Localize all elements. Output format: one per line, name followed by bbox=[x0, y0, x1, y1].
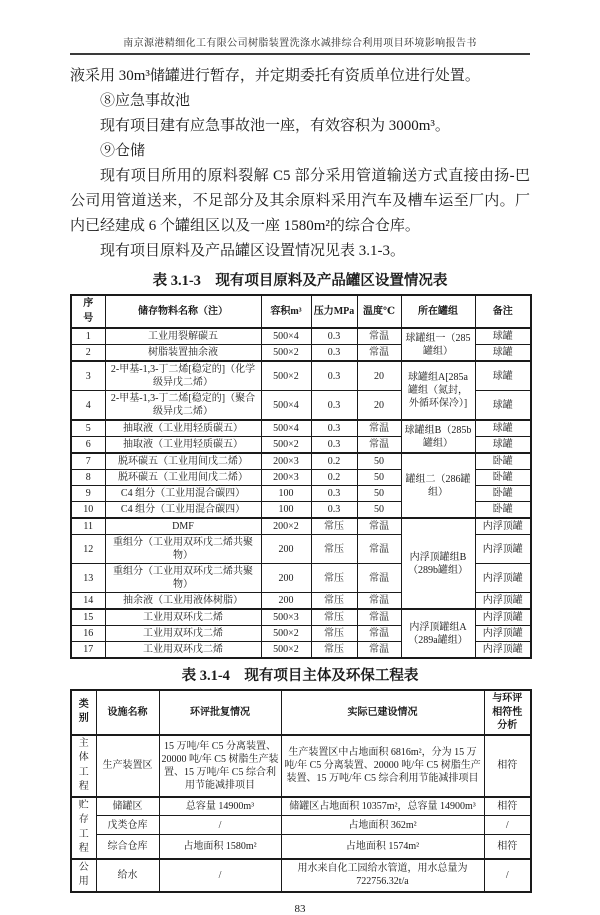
cell-volume: 500×3 bbox=[261, 609, 311, 626]
cell-material: 重组分（工业用双环戊二烯共聚物） bbox=[105, 564, 261, 593]
cell-approved: 15 万吨/年 C5 分离装置、20000 吨/年 C5 树脂生产装置、15 万吨/年 C5 综合利用节能减排项目 bbox=[159, 735, 281, 797]
cell-volume: 500×2 bbox=[261, 345, 311, 362]
cell-material: 2-甲基-1,3-丁二烯[稳定的]（化学级异戊二烯） bbox=[105, 361, 261, 391]
column-header-remark: 备注 bbox=[475, 295, 531, 328]
cell-remark: 内浮顶罐 bbox=[475, 642, 531, 659]
table-row bbox=[71, 797, 531, 816]
table-row bbox=[71, 835, 531, 859]
column-header-temperature: 温度℃ bbox=[357, 295, 401, 328]
cell-material: 抽取液（工业用轻质碳五） bbox=[105, 420, 261, 437]
heading-warehouse: ⑨仓储 bbox=[100, 143, 146, 159]
cell-pressure: 0.3 bbox=[311, 437, 357, 454]
cell-pressure: 0.3 bbox=[311, 361, 357, 391]
cell-pressure: 常压 bbox=[311, 609, 357, 626]
cell-volume: 200 bbox=[261, 564, 311, 593]
cell-analysis: / bbox=[484, 859, 531, 892]
project-works-table bbox=[70, 689, 532, 893]
column-header-label: 序号 bbox=[83, 298, 94, 324]
cell-temperature: 常温 bbox=[357, 518, 401, 535]
cell-facility: 给水 bbox=[96, 859, 159, 892]
cell-analysis: 相符 bbox=[484, 835, 531, 859]
cell-temperature: 50 bbox=[357, 486, 401, 502]
cell-temperature: 常温 bbox=[357, 593, 401, 610]
table-row bbox=[71, 328, 531, 345]
cell-pressure: 0.3 bbox=[311, 420, 357, 437]
cell-actual: 占地面积 362m² bbox=[281, 816, 484, 835]
cell-temperature: 50 bbox=[357, 453, 401, 470]
cell-pressure: 0.3 bbox=[311, 486, 357, 502]
cell-volume: 200×3 bbox=[261, 453, 311, 470]
cell-material: 工业用双环戊二烯 bbox=[105, 642, 261, 659]
cell-actual: 储罐区占地面积 10357m²，总容量 14900m³ bbox=[281, 797, 484, 816]
cell-analysis: 相符 bbox=[484, 797, 531, 816]
cell-facility: 戊类仓库 bbox=[96, 816, 159, 835]
tank-group-cell: 球罐组B（285b罐组） bbox=[401, 420, 475, 453]
cell-material: 工业用双环戊二烯 bbox=[105, 626, 261, 642]
category-cell bbox=[71, 859, 96, 892]
cell-remark: 球罐 bbox=[475, 328, 531, 345]
table-row bbox=[71, 859, 531, 892]
cell-remark: 球罐 bbox=[475, 391, 531, 421]
report-title: 南京源港精细化工有限公司树脂装置洗涤水减排综合利用项目环境影响报告书 bbox=[123, 38, 477, 49]
cell-temperature: 20 bbox=[357, 391, 401, 421]
cell-material: 2-甲基-1,3-丁二烯[稳定的]（聚合级异戊二烯） bbox=[105, 391, 261, 421]
cell-pressure: 常压 bbox=[311, 593, 357, 610]
category-label: 贮存工程 bbox=[78, 799, 89, 854]
cell-volume: 200×2 bbox=[261, 518, 311, 535]
cell-serial: 5 bbox=[71, 420, 105, 437]
heading-emergency-pond: ⑧应急事故池 bbox=[100, 93, 191, 109]
document-page bbox=[70, 0, 530, 915]
cell-pressure: 0.2 bbox=[311, 470, 357, 486]
cell-analysis: 相符 bbox=[484, 735, 531, 797]
cell-serial: 13 bbox=[71, 564, 105, 593]
cell-temperature: 常温 bbox=[357, 642, 401, 659]
column-header-pressure: 压力MPa bbox=[311, 295, 357, 328]
column-header-facility: 设施名称 bbox=[96, 690, 159, 735]
cell-volume: 500×4 bbox=[261, 420, 311, 437]
cell-serial: 4 bbox=[71, 391, 105, 421]
cell-temperature: 常温 bbox=[357, 328, 401, 345]
tank-group-cell: 内浮顶罐组B（289b罐组） bbox=[401, 518, 475, 609]
cell-serial: 16 bbox=[71, 626, 105, 642]
cell-temperature: 常温 bbox=[357, 420, 401, 437]
paragraph-emergency-pond: 现有项目建有应急事故池一座，有效容积为 3000m³。 bbox=[100, 118, 450, 134]
category-cell bbox=[71, 797, 96, 859]
category-label: 公用 bbox=[78, 861, 89, 887]
cell-remark: 内浮顶罐 bbox=[475, 518, 531, 535]
paragraph-table-ref: 现有项目原料及产品罐区设置情况见表 3.1-3。 bbox=[100, 243, 405, 259]
cell-approved: / bbox=[159, 859, 281, 892]
cell-temperature: 常温 bbox=[357, 564, 401, 593]
cell-pressure: 0.3 bbox=[311, 502, 357, 519]
cell-temperature: 50 bbox=[357, 502, 401, 519]
cell-remark: 内浮顶罐 bbox=[475, 609, 531, 626]
cell-serial: 1 bbox=[71, 328, 105, 345]
tank-area-table bbox=[70, 294, 532, 659]
table-header-row bbox=[71, 690, 531, 735]
cell-material: 树脂装置抽余液 bbox=[105, 345, 261, 362]
table-row bbox=[71, 453, 531, 470]
cell-serial: 15 bbox=[71, 609, 105, 626]
cell-volume: 500×4 bbox=[261, 391, 311, 421]
cell-remark: 球罐 bbox=[475, 437, 531, 454]
cell-material: 抽余液（工业用液体树脂） bbox=[105, 593, 261, 610]
cell-material: 抽取液（工业用轻质碳五） bbox=[105, 437, 261, 454]
column-header-label: 与环评相符性分析 bbox=[492, 693, 523, 731]
cell-pressure: 0.3 bbox=[311, 391, 357, 421]
cell-temperature: 20 bbox=[357, 361, 401, 391]
cell-remark: 卧罐 bbox=[475, 453, 531, 470]
cell-remark: 球罐 bbox=[475, 420, 531, 437]
paragraph-storage-tank: 液采用 30m³储罐进行暂存，并定期委托有资质单位进行处置。 bbox=[70, 68, 480, 84]
tank-group-cell: 罐组二（286罐组） bbox=[401, 453, 475, 518]
cell-pressure: 0.3 bbox=[311, 345, 357, 362]
cell-pressure: 0.3 bbox=[311, 328, 357, 345]
cell-approved: / bbox=[159, 816, 281, 835]
cell-temperature: 常温 bbox=[357, 437, 401, 454]
table-row bbox=[71, 816, 531, 835]
table-row bbox=[71, 420, 531, 437]
cell-serial: 8 bbox=[71, 470, 105, 486]
cell-facility: 生产装置区 bbox=[96, 735, 159, 797]
cell-material: 脱环碳五（工业用间戊二烯） bbox=[105, 470, 261, 486]
cell-serial: 11 bbox=[71, 518, 105, 535]
cell-actual: 生产装置区中占地面积 6816m²，分为 15 万吨/年 C5 分离装置、20000 吨/年 C5 树脂生产装置、15 万吨/年 C5 综合利用节能减排项目 bbox=[281, 735, 484, 797]
cell-actual: 占地面积 1574m² bbox=[281, 835, 484, 859]
cell-volume: 500×2 bbox=[261, 642, 311, 659]
column-header-label: 类别 bbox=[78, 698, 89, 725]
cell-remark: 内浮顶罐 bbox=[475, 593, 531, 610]
table-row bbox=[71, 735, 531, 797]
cell-pressure: 常压 bbox=[311, 642, 357, 659]
cell-volume: 500×2 bbox=[261, 437, 311, 454]
cell-remark: 卧罐 bbox=[475, 470, 531, 486]
cell-volume: 500×4 bbox=[261, 328, 311, 345]
cell-pressure: 0.2 bbox=[311, 453, 357, 470]
cell-serial: 14 bbox=[71, 593, 105, 610]
column-header-tank-group: 所在罐组 bbox=[401, 295, 475, 328]
cell-material: 重组分（工业用双环戊二烯共聚物） bbox=[105, 535, 261, 564]
cell-volume: 100 bbox=[261, 502, 311, 519]
cell-remark: 内浮顶罐 bbox=[475, 535, 531, 564]
cell-material: DMF bbox=[105, 518, 261, 535]
cell-material: C4 组分（工业用混合碳四） bbox=[105, 502, 261, 519]
page-header bbox=[70, 34, 530, 55]
column-header-serial bbox=[71, 295, 105, 328]
tank-group-cell: 球罐组一（285罐组） bbox=[401, 328, 475, 361]
tank-group-cell: 球罐组A[285a罐组（氮封，外循环保冷）] bbox=[401, 361, 475, 420]
cell-serial: 3 bbox=[71, 361, 105, 391]
column-header-actual: 实际已建设情况 bbox=[281, 690, 484, 735]
cell-remark: 球罐 bbox=[475, 361, 531, 391]
cell-serial: 12 bbox=[71, 535, 105, 564]
cell-material: 工业用双环戊二烯 bbox=[105, 609, 261, 626]
cell-serial: 10 bbox=[71, 502, 105, 519]
cell-pressure: 常压 bbox=[311, 518, 357, 535]
cell-volume: 500×2 bbox=[261, 361, 311, 391]
cell-approved: 占地面积 1580m² bbox=[159, 835, 281, 859]
column-header-volume: 容积m³ bbox=[261, 295, 311, 328]
table-3-1-3-title: 表 3.1-3 现有项目原料及产品罐区设置情况表 bbox=[152, 273, 448, 289]
table-3-1-4-title: 表 3.1-4 现有项目主体及环保工程表 bbox=[181, 668, 419, 684]
cell-material: C4 组分（工业用混合碳四） bbox=[105, 486, 261, 502]
cell-temperature: 常温 bbox=[357, 626, 401, 642]
column-header-approved: 环评批复情况 bbox=[159, 690, 281, 735]
body-text bbox=[70, 64, 530, 264]
table-row bbox=[71, 361, 531, 391]
cell-volume: 200×3 bbox=[261, 470, 311, 486]
cell-serial: 6 bbox=[71, 437, 105, 454]
cell-remark: 球罐 bbox=[475, 345, 531, 362]
cell-volume: 500×2 bbox=[261, 626, 311, 642]
cell-pressure: 常压 bbox=[311, 535, 357, 564]
cell-remark: 内浮顶罐 bbox=[475, 564, 531, 593]
table-header-row bbox=[71, 295, 531, 328]
cell-actual: 用水来自化工园给水管道，用水总量为 722756.32t/a bbox=[281, 859, 484, 892]
cell-temperature: 常温 bbox=[357, 535, 401, 564]
cell-remark: 卧罐 bbox=[475, 486, 531, 502]
paragraph-warehouse: 现有项目所用的原料裂解 C5 部分采用管道输送方式直接由扬-巴公司用管道送来，不足部分及其余原料采用汽车及槽车运至厂内。厂内已经建成 6 个罐组区以及一座 1580m²的综合仓库。 bbox=[70, 168, 530, 234]
cell-volume: 200 bbox=[261, 535, 311, 564]
cell-material: 工业用裂解碳五 bbox=[105, 328, 261, 345]
cell-approved: 总容量 14900m³ bbox=[159, 797, 281, 816]
cell-remark: 内浮顶罐 bbox=[475, 626, 531, 642]
category-cell bbox=[71, 735, 96, 797]
cell-pressure: 常压 bbox=[311, 564, 357, 593]
category-label: 主体工程 bbox=[78, 737, 89, 792]
column-header-category bbox=[71, 690, 96, 735]
cell-serial: 9 bbox=[71, 486, 105, 502]
cell-serial: 7 bbox=[71, 453, 105, 470]
cell-volume: 100 bbox=[261, 486, 311, 502]
table-row bbox=[71, 518, 531, 535]
cell-serial: 17 bbox=[71, 642, 105, 659]
cell-temperature: 50 bbox=[357, 470, 401, 486]
cell-temperature: 常温 bbox=[357, 345, 401, 362]
table-row bbox=[71, 609, 531, 626]
page-number: 83 bbox=[294, 902, 306, 915]
cell-material: 脱环碳五（工业用间戊二烯） bbox=[105, 453, 261, 470]
cell-remark: 卧罐 bbox=[475, 502, 531, 519]
cell-facility: 综合仓库 bbox=[96, 835, 159, 859]
cell-analysis: / bbox=[484, 816, 531, 835]
cell-facility: 储罐区 bbox=[96, 797, 159, 816]
column-header-material: 储存物料名称（注） bbox=[105, 295, 261, 328]
cell-serial: 2 bbox=[71, 345, 105, 362]
cell-pressure: 常压 bbox=[311, 626, 357, 642]
column-header-analysis bbox=[484, 690, 531, 735]
cell-temperature: 常温 bbox=[357, 609, 401, 626]
cell-volume: 200 bbox=[261, 593, 311, 610]
tank-group-cell: 内浮顶罐组A（289a罐组） bbox=[401, 609, 475, 658]
